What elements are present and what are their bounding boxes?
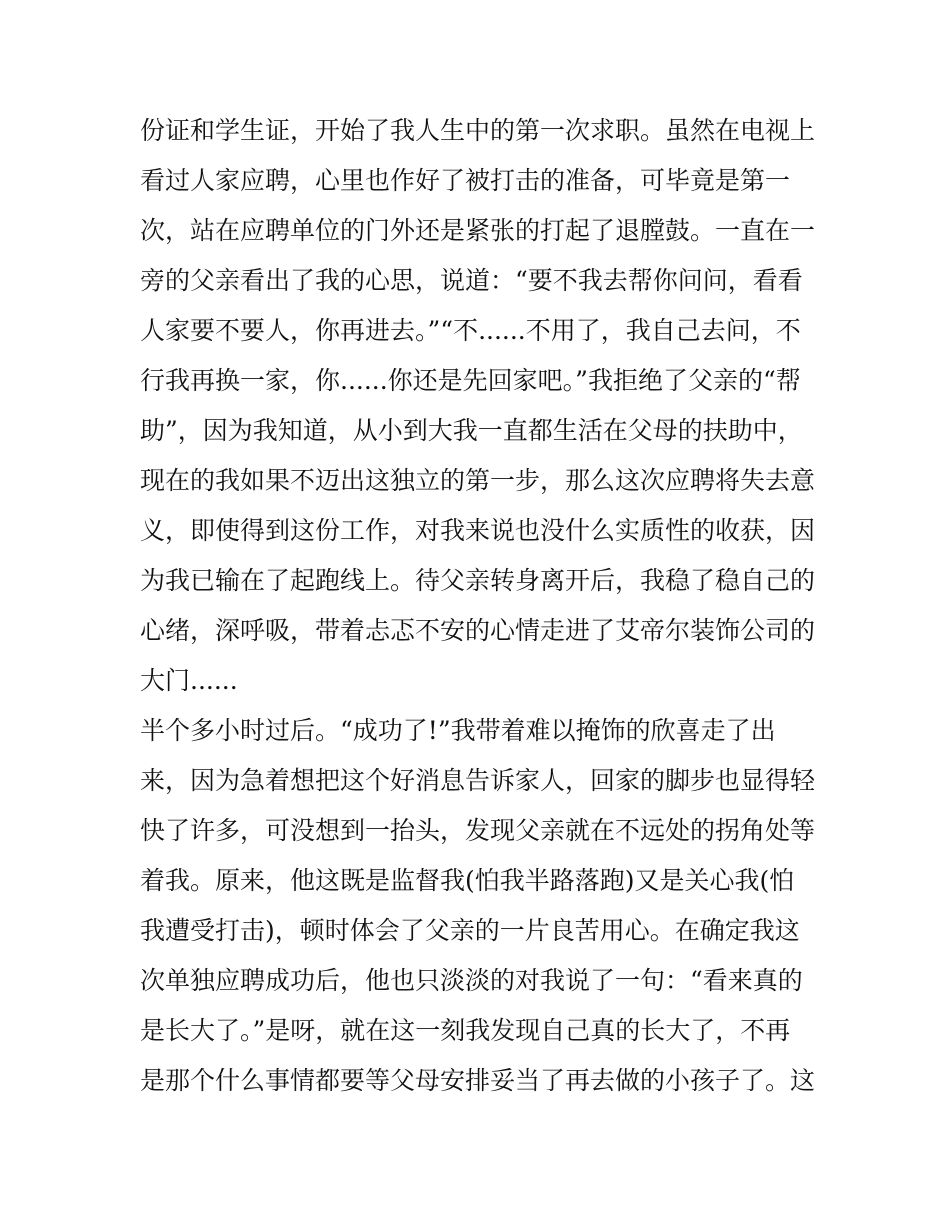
text-line: 着我。原来，他这既是监督我(怕我半路落跑)又是关心我(怕 (140, 866, 795, 895)
text-line: 人家要不要人，你再进去。”“不......不用了，我自己去问，不 (140, 316, 801, 345)
text-line: 行我再换一家，你......你还是先回家吧。”我拒绝了父亲的“帮 (140, 366, 801, 395)
text-line: 半个多小时过后。“成功了!”我带着难以掩饰的欣喜走了出 (140, 716, 776, 745)
text-line: 旁的父亲看出了我的心思，说道：“要不我去帮你问问，看看 (140, 266, 803, 295)
text-line: 快了许多，可没想到一抬头，发现父亲就在不远处的拐角处等 (140, 816, 816, 845)
text-line: 次，站在应聘单位的门外还是紧张的打起了退膛鼓。一直在一 (140, 216, 816, 245)
text-line: 现在的我如果不迈出这独立的第一步，那么这次应聘将失去意 (140, 466, 816, 495)
text-line: 次单独应聘成功后，他也只淡淡的对我说了一句：“看来真的 (140, 966, 803, 995)
text-line: 为我已输在了起跑线上。待父亲转身离开后，我稳了稳自己的 (140, 566, 816, 595)
text-line: 助”，因为我知道，从小到大我一直都生活在父母的扶助中， (140, 416, 803, 445)
text-line: 是那个什么事情都要等父母安排妥当了再去做的小孩子了。这 (140, 1066, 816, 1095)
text-line: 看过人家应聘，心里也作好了被打击的准备，可毕竟是第一 (140, 166, 791, 195)
text-line: 大门...... (140, 666, 238, 695)
text-line: 我遭受打击)，顿时体会了父亲的一片良苦用心。在确定我这 (140, 916, 800, 945)
text-line: 份证和学生证，开始了我人生中的第一次求职。虽然在电视上 (140, 116, 816, 145)
text-line: 是长大了。”是呀，就在这一刻我发现自己真的长大了，不再 (140, 1016, 791, 1045)
text-line: 心绪，深呼吸，带着忐忑不安的心情走进了艾帝尔装饰公司的 (140, 616, 816, 645)
text-line: 义，即使得到这份工作，对我来说也没什么实质性的收获，因 (140, 516, 816, 545)
body-text (140, 106, 820, 1106)
text-line: 来，因为急着想把这个好消息告诉家人，回家的脚步也显得轻 (140, 766, 816, 795)
